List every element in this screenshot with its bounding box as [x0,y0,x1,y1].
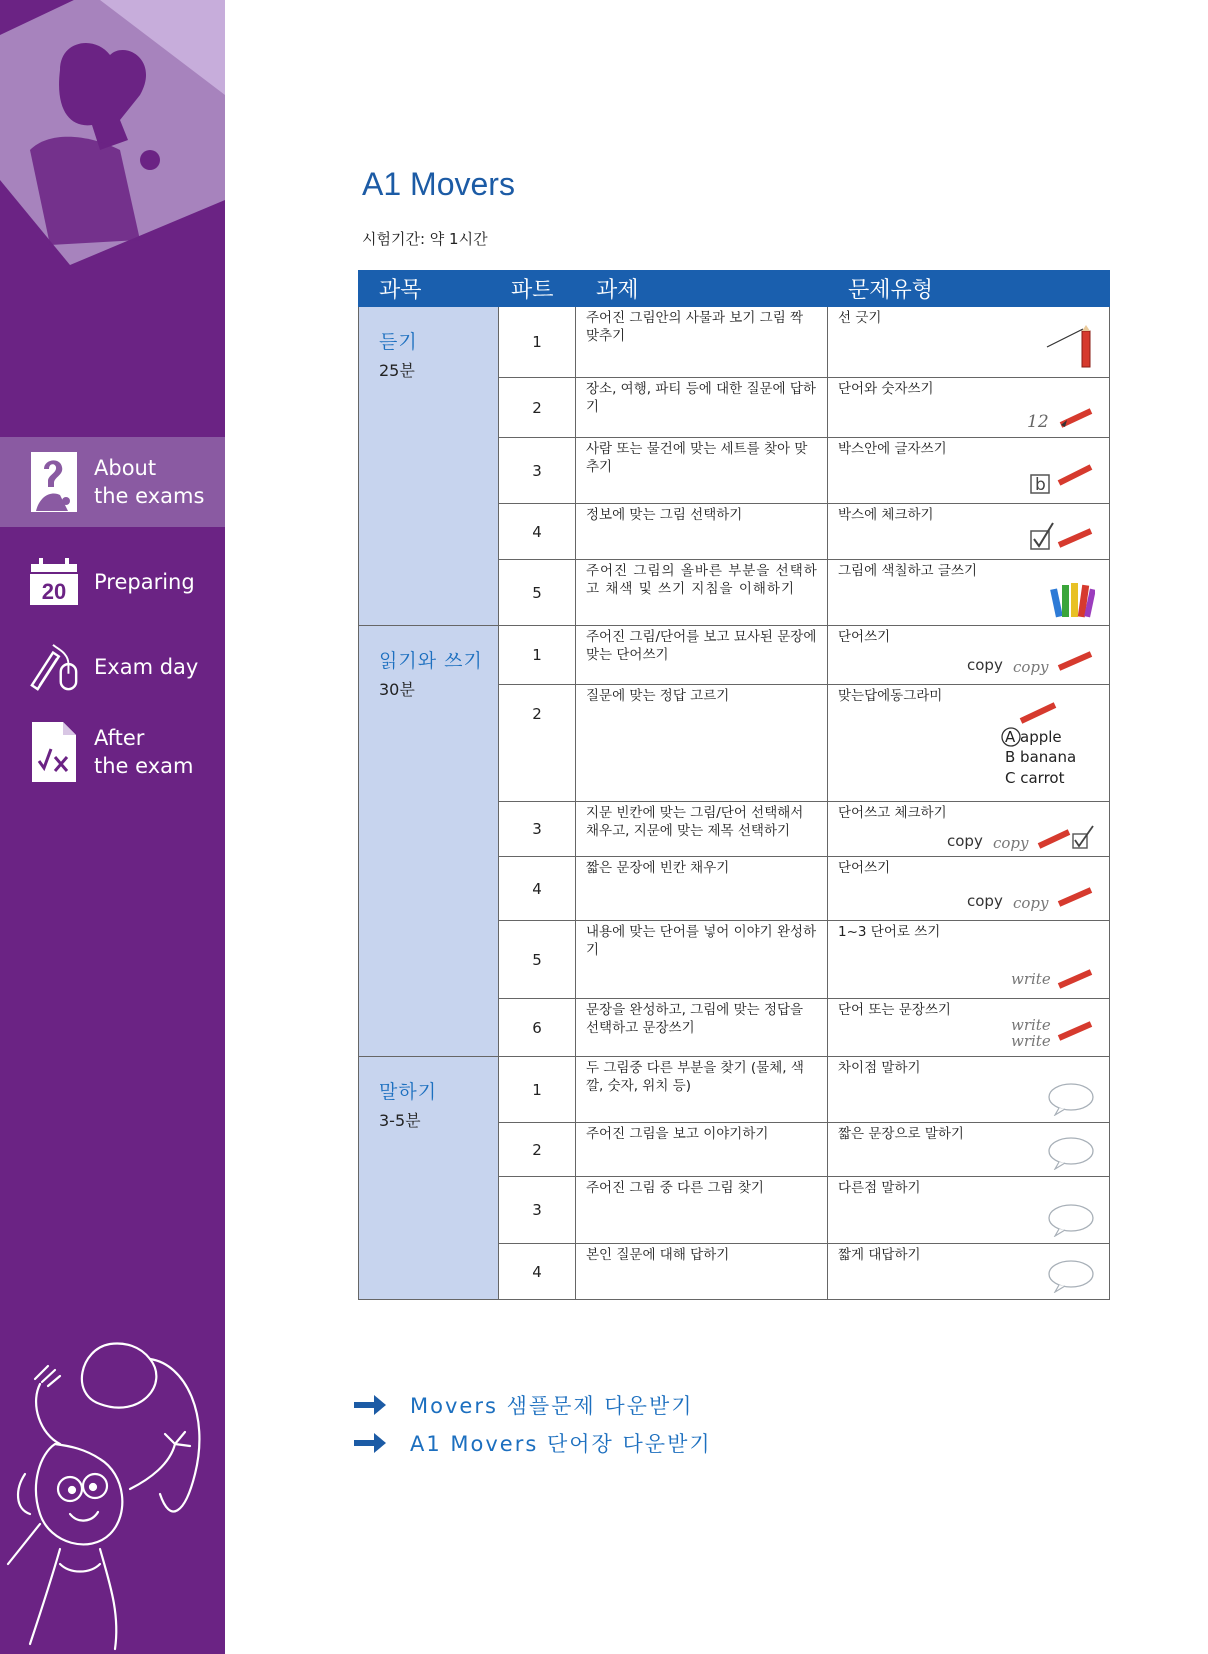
subject-name: 읽기와 쓰기 [379,650,483,672]
nav-about-the-exams[interactable] [0,437,225,527]
type-text: 그림에 색칠하고 글쓰기 [838,563,977,579]
type-cell [828,560,1110,626]
part-number: 2 [499,685,576,802]
type-cell [828,378,1110,438]
type-cell [828,307,1110,378]
task-text: 사람 또는 물건에 맞는 세트를 찾아 맞추기 [576,438,828,504]
svg-text:b: b [1035,475,1046,495]
type-cell [828,1177,1110,1244]
type-cell [828,1244,1110,1300]
svg-text:copy: copy [993,834,1029,852]
number-12-pencil-icon [1025,405,1095,431]
type-cell [828,857,1110,921]
svg-text:12: 12 [1027,412,1049,431]
svg-text:copy: copy [967,656,1003,674]
type-text: 단어쓰고 체크하기 [838,805,947,821]
header-task: 과제 [576,271,828,307]
copy-copy-pencil-icon [965,650,1095,678]
part-number: 6 [499,999,576,1057]
part-number: 1 [499,626,576,685]
task-text: 지문 빈칸에 맞는 그림/단어 선택해서 채우고, 지문에 맞는 제목 선택하기 [576,802,828,857]
part-number: 5 [499,560,576,626]
task-text: 주어진 그림 중 다른 그림 찾기 [576,1177,828,1244]
question-person-icon [28,449,80,515]
type-text: 1~3 단어로 쓰기 [838,924,941,940]
type-text: 단어와 숫자쓰기 [838,381,934,397]
type-cell [828,685,1110,802]
type-text: 단어쓰기 [838,860,891,876]
table-row [359,1057,1110,1123]
exam-structure-table [358,270,1110,1300]
svg-text:write: write [1011,970,1051,988]
type-text: 차이점 말하기 [838,1060,921,1076]
part-number: 3 [499,438,576,504]
type-text: 선 긋기 [838,310,882,326]
svg-text:B banana: B banana [1005,748,1077,766]
type-text: 단어쓰기 [838,629,891,645]
speech-bubble-icon [1045,1203,1095,1237]
svg-text:write: write [1011,1032,1051,1050]
subject-time: 25분 [379,361,415,380]
header-type: 문제유형 [828,271,1110,307]
type-text: 단어 또는 문장쓰기 [838,1002,951,1018]
speech-bubble-icon [1045,1082,1095,1116]
table-header-row [359,271,1110,307]
link-sample-papers[interactable] [352,1386,712,1424]
task-text: 본인 질문에 대해 답하기 [576,1244,828,1300]
part-number: 4 [499,857,576,921]
colored-pencils-icon [1049,577,1095,619]
link-text[interactable]: Movers 샘플문제 다운받기 [410,1394,694,1418]
checkbox-pencil-icon [1029,519,1095,553]
svg-text:A apple: A apple [1005,728,1062,746]
task-text: 정보에 맞는 그림 선택하기 [576,504,828,560]
copy-check-pencil-icon [945,824,1095,854]
letter-box-pencil-icon [1029,463,1095,497]
link-text[interactable]: A1 Movers 단어장 다운받기 [410,1432,712,1456]
page-title: A1 Movers [362,166,515,202]
arrow-right-icon [352,1431,388,1455]
type-cell [828,438,1110,504]
link-word-list[interactable] [352,1424,712,1462]
nav-exam-day[interactable] [0,622,225,712]
part-number: 3 [499,802,576,857]
multiple-choice-icon [995,699,1095,795]
svg-text:write: write [1011,1016,1051,1034]
nav-label: Exam day [94,655,199,679]
pencil-mouse-icon [28,634,80,700]
type-cell [828,1123,1110,1177]
subject-name: 말하기 [379,1081,438,1103]
subject-cell-speaking [359,1057,499,1300]
table-row [359,307,1110,378]
svg-text:copy: copy [1013,894,1049,912]
subject-cell-listening [359,307,499,626]
part-number: 2 [499,1123,576,1177]
nav-label: After the exam [94,726,194,778]
task-text: 주어진 그림을 보고 이야기하기 [576,1123,828,1177]
type-text: 박스안에 글자쓰기 [838,441,947,457]
task-text: 주어진 그림의 올바른 부분을 선택하고 채색 및 쓰기 지침을 이해하기 [576,560,828,626]
type-text: 짧은 문장으로 말하기 [838,1126,964,1142]
result-document-icon [28,719,80,785]
type-cell [828,999,1110,1057]
nav-preparing[interactable] [0,537,225,627]
task-text: 질문에 맞는 정답 고르기 [576,685,828,802]
type-text: 다른점 말하기 [838,1180,921,1196]
task-text: 장소, 여행, 파티 등에 대한 질문에 답하기 [576,378,828,438]
type-cell [828,626,1110,685]
task-text: 주어진 그림안의 사물과 보기 그림 짝 맞추기 [576,307,828,378]
monkey-illustration [0,1324,225,1654]
type-text: 맞는답에동그라미 [838,688,943,704]
type-text: 박스에 체크하기 [838,507,934,523]
copy-copy-pencil-icon [965,886,1095,914]
subject-name: 듣기 [379,331,418,353]
header-subject: 과목 [359,271,499,307]
part-number: 4 [499,504,576,560]
part-number: 5 [499,921,576,999]
nav-after-the-exam[interactable] [0,707,225,797]
part-number: 1 [499,307,576,378]
task-text: 문장을 완성하고, 그림에 맞는 정답을 선택하고 문장쓰기 [576,999,828,1057]
task-text: 내용에 맞는 단어를 넣어 이야기 완성하기 [576,921,828,999]
task-text: 주어진 그림/단어를 보고 묘사된 문장에 맞는 단어쓰기 [576,626,828,685]
header-part: 파트 [499,271,576,307]
line-pencil-icon [1045,325,1095,371]
subject-cell-reading-writing [359,626,499,1057]
part-number: 2 [499,378,576,438]
arrow-right-icon [352,1393,388,1417]
svg-text:20: 20 [41,579,67,604]
type-cell [828,921,1110,999]
table-row [359,626,1110,685]
svg-text:copy: copy [947,832,983,850]
svg-text:copy: copy [967,892,1003,910]
type-cell [828,1057,1110,1123]
type-cell [828,504,1110,560]
write-write-pencil-icon [1009,1014,1095,1050]
task-text: 짧은 문장에 빈칸 채우기 [576,857,828,921]
part-number: 3 [499,1177,576,1244]
calendar-20-icon [28,549,80,615]
sidebar [0,0,225,1654]
type-text: 짧게 대답하기 [838,1247,921,1263]
download-links [352,1386,712,1462]
svg-text:C carrot: C carrot [1005,769,1065,787]
task-text: 두 그림중 다른 부분을 찾기 (물체, 색깔, 숫자, 위치 등) [576,1057,828,1123]
exam-duration: 시험기간: 약 1시간 [362,230,488,248]
question-person-illustration [0,0,225,280]
part-number: 4 [499,1244,576,1300]
subject-time: 3-5분 [379,1111,421,1130]
nav-label: About the exams [94,456,205,508]
part-number: 1 [499,1057,576,1123]
write-pencil-icon [1009,964,1095,992]
speech-bubble-icon [1045,1259,1095,1293]
type-cell [828,802,1110,857]
nav-label: Preparing [94,570,195,594]
subject-time: 30분 [379,680,415,699]
speech-bubble-icon [1045,1136,1095,1170]
svg-text:copy: copy [1013,658,1049,676]
